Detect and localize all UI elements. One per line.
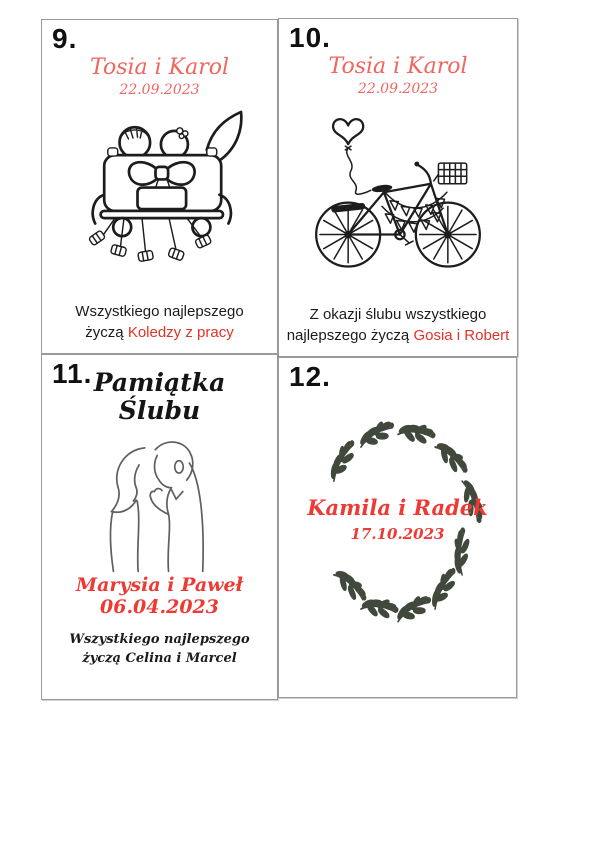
couple-line-art-illustration [84, 429, 236, 575]
wish-line2-prefix: życzą [85, 324, 128, 341]
couple-names-title: Tosia i Karol [89, 55, 230, 80]
heading-line2: Ślubu [118, 396, 201, 425]
heading-line1: Pamiątka [93, 368, 226, 397]
card-number: 10. [289, 22, 331, 53]
design-card-11 [41, 354, 278, 700]
wish-line1: Wszystkiego najlepszego [69, 631, 250, 647]
design-card-9 [41, 19, 278, 354]
card-number: 12. [289, 361, 331, 392]
couple-names-title: Tosia i Karol [328, 54, 468, 79]
couple-names: Kamila i Radek [307, 495, 488, 520]
wish-from-names: Koledzy z pracy [127, 324, 234, 341]
couple-names: Marysia i Paweł [76, 574, 243, 596]
wish-line2: życzą Celina i Marcel [82, 650, 237, 666]
just-married-car-illustration [70, 102, 250, 274]
bicycle-illustration [298, 101, 498, 275]
wedding-date: 06.04.2023 [100, 595, 219, 618]
wish-line2-prefix: najlepszego życzą [286, 327, 414, 344]
wishes-text [279, 304, 517, 346]
wish-from-names: Gosia i Robert [413, 327, 510, 344]
design-card-10 [278, 18, 518, 357]
wish-line1: Wszystkiego najlepszego [75, 303, 244, 320]
design-card-12 [278, 357, 517, 698]
wreath-center-text [303, 496, 493, 543]
wish-line1: Z okazji ślubu wszystkiego [309, 306, 487, 323]
card-number: 11. [52, 358, 93, 389]
wreath-block [303, 408, 493, 648]
wishes-text [42, 301, 277, 343]
card-number: 9. [52, 23, 78, 54]
wedding-date: 22.09.2023 [357, 81, 439, 98]
wishes-text [42, 631, 277, 669]
wedding-date: 22.09.2023 [119, 82, 200, 99]
wedding-date: 17.10.2023 [350, 525, 445, 544]
